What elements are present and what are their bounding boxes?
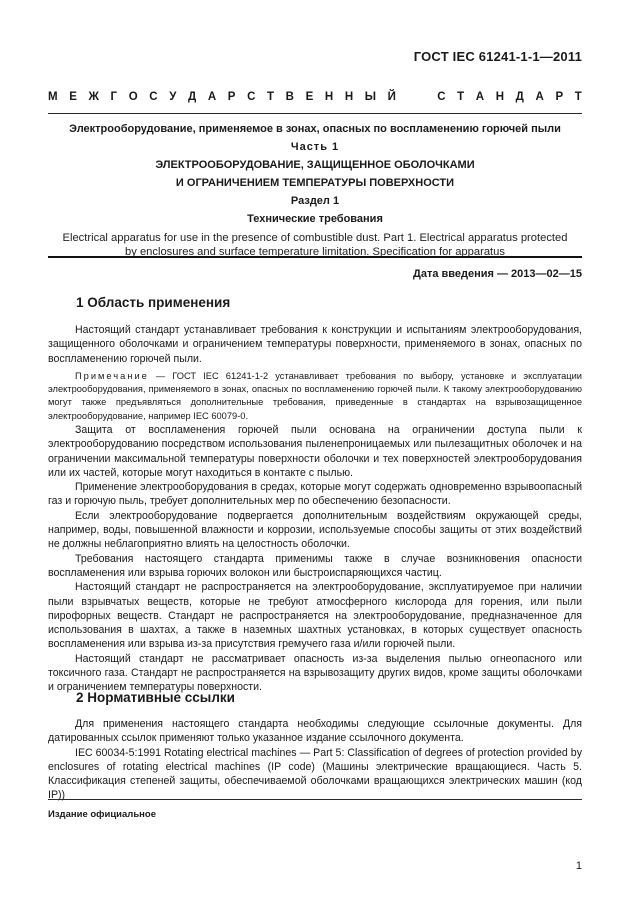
title-part: Часть 1 xyxy=(290,141,340,153)
interstate-letter: Г xyxy=(110,91,118,103)
title-english-line-1: Electrical apparatus for use in the presence of combustible dust. Part 1. Electrical apparatus protected xyxy=(62,232,568,244)
date-of-introduction: Дата введения — 2013—02—15 xyxy=(413,268,582,280)
interstate-letter: Н xyxy=(495,91,505,103)
interstate-letter: Н xyxy=(324,91,334,103)
paragraph-6: Настоящий стандарт не распространяется на электрооборудование, эксплуатируемое при наличии пыли взрывчатых веществ, которые не требуют атмосферного кислорода для горения, или пыли пирофорных веществ. Стандарт не распространяется на электрооборудование, предназначенное для использования в шахтах, а также в наземных шахтных установках, в которых существует опасность воспламенения или взрыва из-за присутствия гремучего газа и/или горючей пыли. xyxy=(48,581,582,651)
interstate-letter: А xyxy=(475,91,485,103)
interstate-letter: Т xyxy=(574,91,582,103)
interstate-letter: Д xyxy=(188,91,197,103)
interstate-standard-heading xyxy=(48,91,582,103)
page-number: 1 xyxy=(575,860,582,872)
interstate-letter: А xyxy=(535,91,544,103)
interstate-letter xyxy=(408,91,411,103)
interstate-letter: Ы xyxy=(364,91,377,103)
title-section-name: Технические требования xyxy=(247,213,383,225)
paragraph-4: Если электрооборудование подвергается дополнительным воздействиям окружающей среды, например, воды, повышенной влажности и коррозии, используемые способы защиты от этих воздействий не должны неблагоприятно влиять на целостность оболочки. xyxy=(48,509,582,551)
interstate-letter xyxy=(422,91,425,103)
title-line-3: И ОГРАНИЧЕНИЕМ ТЕМПЕРАТУРЫ ПОВЕРХНОСТИ xyxy=(175,177,455,189)
section-2-paragraph-1: Для применения настоящего стандарта необходимы следующие ссылочные документы. Для датированных ссылок применяют только указанное издание ссылочного документа. xyxy=(48,718,582,745)
paragraph-text: Настоящий стандарт устанавливает требования к конструкции и испытаниям электрооборудования, защищенного оболочками и ограничением температуры поверхности, применяемого в зонах, опасных по воспламенению горючей пыли. xyxy=(48,324,582,365)
title-block xyxy=(48,120,582,259)
interstate-letter: С xyxy=(247,91,256,103)
interstate-letter: М xyxy=(48,91,58,103)
title-line-2: ЭЛЕКТРООБОРУДОВАНИЕ, ЗАЩИЩЕННОЕ ОБОЛОЧКАМИ xyxy=(155,159,475,171)
note-label: Примечание xyxy=(75,371,149,381)
interstate-letter: Т xyxy=(457,91,465,103)
divider-title-bottom xyxy=(48,256,582,258)
section-1-heading: 1 Область применения xyxy=(76,295,231,310)
section-2-body xyxy=(48,717,582,803)
interstate-letter: Р xyxy=(555,91,564,103)
title-english-line-2: by enclosures and surface temperature limitation. Specification for apparatus xyxy=(125,246,505,258)
section-1-note xyxy=(48,370,582,423)
note-text xyxy=(48,370,582,423)
divider-footer xyxy=(48,799,582,800)
interstate-letter: Т xyxy=(267,91,275,103)
interstate-letter: Е xyxy=(305,91,314,103)
interstate-letter: Р xyxy=(227,91,236,103)
section-2-paragraph-2: IEC 60034-5:1991 Rotating electrical machines — Part 5: Classification of degrees of protection provided by enclosures of rotating electrical machines (IP code) (Машины электрические вращающиеся. Часть 5. Классификация степеней защиты, обеспечиваемой оболочками вращающихся электрических машин (код IP)) xyxy=(48,746,582,802)
section-1-body xyxy=(48,423,582,695)
section-1-paragraph-1 xyxy=(48,323,582,366)
divider-top xyxy=(48,113,582,114)
interstate-letter: Й xyxy=(387,91,396,103)
note-body: — ГОСТ IEC 61241-1-2 устанавливает требования по выбору, установке и эксплуатации электрооборудования, применяемого в зонах, опасных по воспламенению горючей пыли. К такому электрооборудованию могут также предъявляться дополнительные требования, приведенные в стандартах на взрывозащищенное электрооборудование, например IEC 60079-0. xyxy=(48,371,582,421)
paragraph-3: Применение электрооборудования в средах, которые могут содержать одновременно взрывоопасный газ и горючую пыль, требует дополнительных мер по обеспечению безопасности. xyxy=(48,481,582,508)
interstate-letter: Е xyxy=(69,91,77,103)
interstate-letter: Д xyxy=(515,91,524,103)
interstate-letter: С xyxy=(149,91,158,103)
title-line-1: Электрооборудование, применяемое в зонах, опасных по воспламенению горючей пыли xyxy=(69,123,561,135)
section-2-heading: 2 Нормативные ссылки xyxy=(76,690,235,705)
paragraph-5: Требования настоящего стандарта применимы также в случае возникновения опасности воспламенения или взрыва горючих волокон или быстроиспаряющихся частиц. xyxy=(48,552,582,579)
interstate-letter: Ж xyxy=(88,91,99,103)
official-edition-label: Издание официальное xyxy=(48,809,156,820)
standard-number: ГОСТ IEC 61241-1-1—2011 xyxy=(413,49,582,64)
paragraph-7: Настоящий стандарт не рассматривает опасность из-за выделения пылью огнеопасного или токсичного газа. Стандарт не распространяется на взрывозащиту других видов, кроме защиты оболочками и ограничением температуры поверхности. xyxy=(48,652,582,694)
paragraph-2: Защита от воспламенения горючей пыли основана на ограничении доступа пыли к электрооборудованию посредством использования пыленепроницаемых или пылезащитных оболочек и на ограничении максимальной температуры поверхности оболочки и тех поверхностей электрооборудования или их частей, которые могут находиться в контакте с пылью. xyxy=(48,424,582,479)
interstate-letter: А xyxy=(207,91,217,103)
interstate-letter: В xyxy=(285,91,294,103)
interstate-letter: У xyxy=(169,91,177,103)
interstate-letter: С xyxy=(437,91,446,103)
interstate-letter: О xyxy=(128,91,138,103)
title-section: Раздел 1 xyxy=(290,195,340,207)
interstate-letter: Н xyxy=(344,91,354,103)
